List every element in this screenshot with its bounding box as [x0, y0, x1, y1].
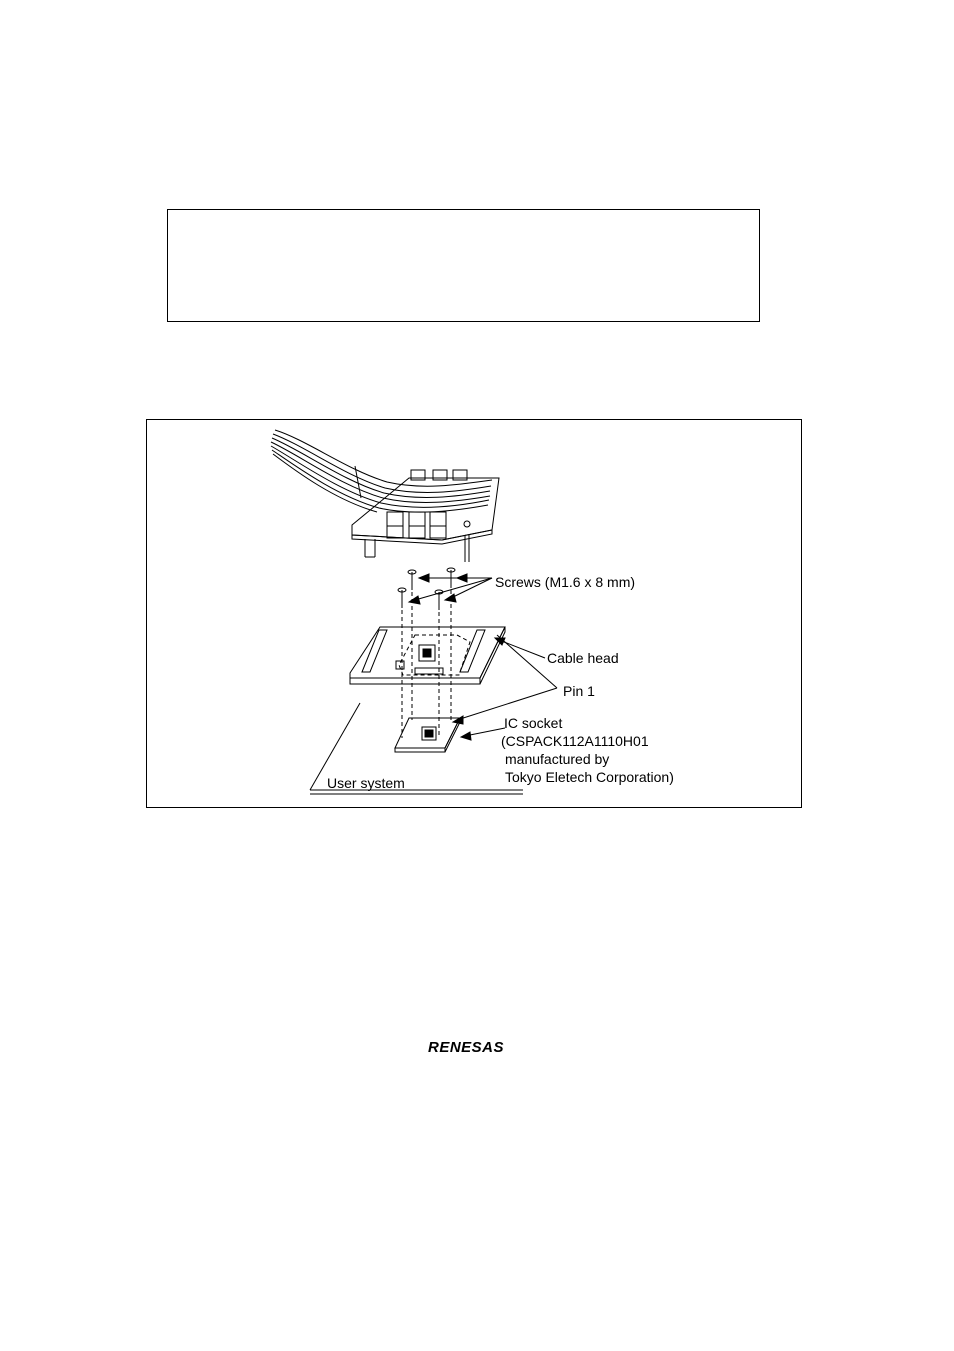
- ic-socket-leader: [465, 728, 505, 736]
- renesas-logo: [424, 1037, 524, 1060]
- renesas-logo-icon: [424, 1037, 524, 1055]
- pin1-label: Pin 1: [563, 683, 595, 699]
- screws-label: Screws (M1.6 x 8 mm): [495, 574, 636, 590]
- manufacturer-label: Tokyo Eletech Corporation): [505, 769, 674, 785]
- user-system-label: User system: [327, 775, 405, 791]
- ribbon-cable: [271, 430, 492, 512]
- ic-socket-part-label: (CSPACK112A1110H01: [501, 733, 649, 749]
- cable-head-board: [350, 627, 505, 684]
- ic-socket-label: IC socket: [504, 715, 563, 731]
- cable-head-label: Cable head: [547, 650, 619, 666]
- assembly-diagram: [147, 420, 802, 808]
- figure-box: [146, 419, 802, 808]
- note-box: [167, 209, 760, 322]
- ic-socket: [395, 718, 460, 752]
- alignment-lines: [399, 590, 470, 738]
- screws: [398, 568, 455, 610]
- svg-text:RENESAS: RENESAS: [428, 1039, 505, 1055]
- manufactured-by-label: manufactured by: [505, 751, 610, 767]
